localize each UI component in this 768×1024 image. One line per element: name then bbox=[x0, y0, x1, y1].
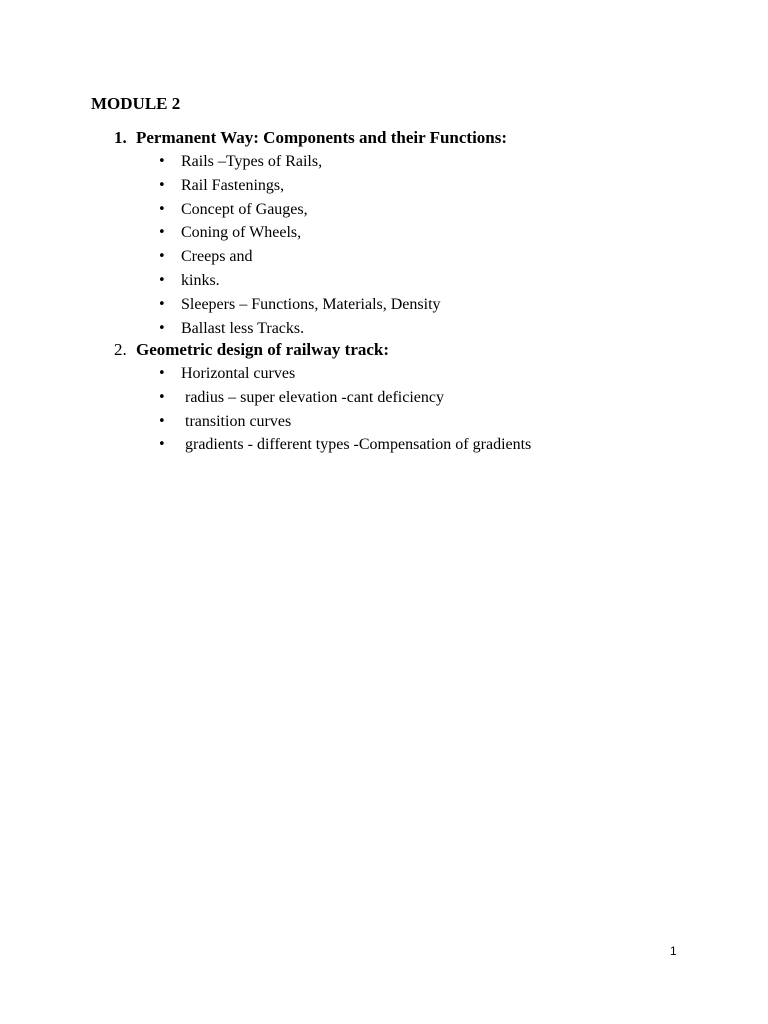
list-item bbox=[0, 150, 768, 174]
bullet-icon: • bbox=[158, 177, 166, 193]
bullet-list bbox=[0, 150, 768, 340]
bullet-icon: • bbox=[158, 389, 166, 405]
section-heading-text: Permanent Way: Components and their Functions: bbox=[136, 128, 508, 147]
list-item-text: gradients - different types -Compensation of gradients bbox=[181, 436, 532, 454]
list-item bbox=[0, 269, 768, 293]
list-item bbox=[0, 362, 768, 386]
list-item-text: Ballast less Tracks. bbox=[181, 319, 305, 337]
list-item-text: kinks. bbox=[181, 271, 220, 289]
bullet-icon: • bbox=[158, 249, 166, 265]
list-item-text: Concept of Gauges, bbox=[181, 200, 308, 218]
list-item bbox=[0, 245, 768, 269]
bullet-icon: • bbox=[158, 366, 166, 381]
bullet-icon: • bbox=[158, 225, 166, 241]
section-heading-text: Geometric design of railway track: bbox=[136, 340, 390, 359]
section-heading bbox=[0, 126, 768, 150]
list-item bbox=[0, 386, 768, 410]
bullet-icon: • bbox=[158, 320, 166, 336]
section-permanent-way bbox=[0, 126, 768, 340]
list-item-text: Sleepers – Functions, Materials, Density bbox=[181, 295, 441, 313]
page-number: 1 bbox=[670, 944, 677, 958]
list-item-text: Rail Fastenings, bbox=[181, 176, 285, 194]
section-heading bbox=[0, 338, 768, 362]
section-number: 2. bbox=[114, 340, 127, 359]
list-item-text: radius – super elevation -cant deficiency bbox=[181, 388, 444, 406]
bullet-list bbox=[0, 362, 768, 457]
list-item-text: transition curves bbox=[181, 412, 292, 430]
bullet-icon: • bbox=[158, 413, 166, 429]
list-item-text: Horizontal curves bbox=[181, 365, 296, 382]
list-item bbox=[0, 293, 768, 317]
module-title: MODULE 2 bbox=[91, 94, 181, 113]
list-item bbox=[0, 174, 768, 198]
bullet-icon: • bbox=[158, 272, 166, 288]
section-geometric-design bbox=[0, 338, 768, 457]
bullet-icon: • bbox=[158, 437, 166, 453]
list-item bbox=[0, 410, 768, 434]
list-item-text: Rails –Types of Rails, bbox=[181, 153, 323, 170]
list-item bbox=[0, 198, 768, 222]
list-item-text: Creeps and bbox=[181, 248, 253, 266]
bullet-icon: • bbox=[158, 154, 166, 169]
bullet-icon: • bbox=[158, 201, 166, 217]
section-number: 1. bbox=[114, 128, 127, 147]
bullet-icon: • bbox=[158, 296, 166, 312]
list-item-text: Coning of Wheels, bbox=[181, 224, 302, 242]
list-item bbox=[0, 317, 768, 341]
list-item bbox=[0, 221, 768, 245]
list-item bbox=[0, 433, 768, 457]
